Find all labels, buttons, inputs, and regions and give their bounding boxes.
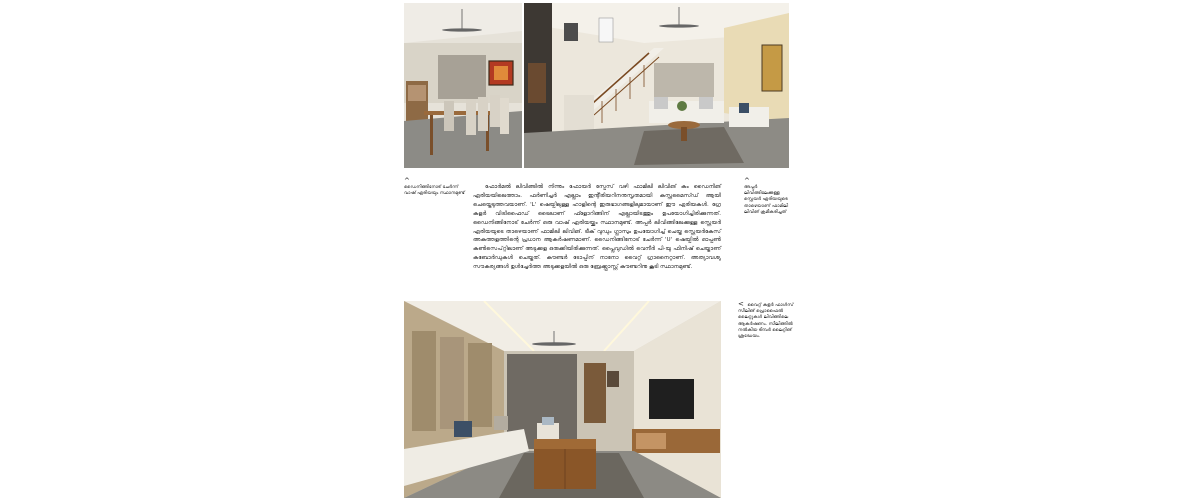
staircase-living-photo <box>524 3 789 168</box>
wall-artwork <box>762 45 782 91</box>
article-body-text: ഫോർമൽ ലിവിങ്ങിൽ നിന്നും ഫോയർ സ്പേസ് വഴി ഫാമിലി ലിവിങ് കം ഡൈനിങ് ഏരിയയിലെത്താം. ഫർണിച്ചർ എല്ലാം ഇന്റീരിയറിനനുസൃതമായി കസ്റ്റമൈസ്ഡ് ആയി ചെയ്തെടുത്തവയാണ്. 'L' ഷെയ്പിലുള്ള ഹാളിന്റെ ഇരുഭാഗങ്ങളിലുമായാണ് ഈ ഏരിയകൾ. ഗ്രേ കളർ വിട്രിഫൈഡ് ടൈലാണ് ഫ്ളോറിങ്ങിന് എല്ലായിടത്തും ഉപയോഗിച്ചിരിക്കുന്നത്. ഡൈനിങ്ങിനോട് ചേർന്ന് ഒരു വാഷ് ഏരിയയ്ക്കും സ്ഥാനമുണ്ട്. അപ്പർ ലിവിങ്ങിലേക്കുള്ള സ്റ്റെയർ ഏരിയയുടെ താഴെയാണ് ഫാമിലി ലിവിങ്. ടീക് വുഡും ഗ്ലാസും ഉപയോഗിച്ച് ചെയ്ത സ്റ്റെയർകേസ് അകത്തളത്തിന്റെ പ്രധാന ആകർഷണമാണ്. ഡൈനിങ്ങിനോട് ചേർന്ന് 'U' ഷെയ്പിൽ ഓപ്പൺ കൺസെപ്റ്റിലാണ് അടുക്കള ഒരുക്കിയിരിക്കുന്നത്. പ്ലൈവുഡിൽ വെനീർ പി-യു ഫിനിഷ് ചെയ്താണ് കബോർഡുകൾ ചെയ്തത്. കൗണ്ടർ ടോപ്പിന് നാനോ വൈറ്റ് ഗ്രാനൈറ്റാണ്. അത്യാവശ്യ സൗകര്യങ്ങൾ ഉൾച്ചേർത്ത അടുക്കളയിൽ ഒരു ബ്രേക്ക്ഫാസ്റ്റ് കൗണ്ടറിനു കൂടി സ്ഥാനമുണ്ട്. <box>473 184 721 271</box>
caption-text: വൈറ്റ് കളർ ഫാൾസ് സീലിങ് പ്രൊഫൈൽ ലൈറ്റുകൾ ലിവിങ്ങിലെ ആകർഷണം. സീലിങ്ങിൽ നൽകിയ ടിമ്പർ ലൈറ്റിങ് ശ്രദ്ധേയം. <box>738 303 794 340</box>
caption-living <box>738 301 798 340</box>
caption-text: ഡൈനിങ്ങിനോട് ചേർന്ന് വാഷ് ഏരിയയും സ്ഥാനമുണ്ട് <box>404 185 465 197</box>
caption-text: അപ്പർ ലിവിങ്ങിലേക്കുള്ള സ്റ്റെയർ ഏരിയയുടെ താഴെയാണ് ഫാമിലി ലിവിങ് ക്രമീകരിച്ചത് <box>744 185 789 215</box>
formal-living-photo <box>404 301 721 498</box>
tv <box>649 379 694 419</box>
caption-arrow-up-icon: ^ <box>404 177 410 185</box>
caption-arrow-up-icon: ^ <box>744 177 750 185</box>
dining-room-photo <box>404 3 522 168</box>
caption-dining <box>404 178 466 197</box>
caption-arrow-left-icon: < <box>738 300 744 308</box>
caption-family-living <box>744 178 794 216</box>
